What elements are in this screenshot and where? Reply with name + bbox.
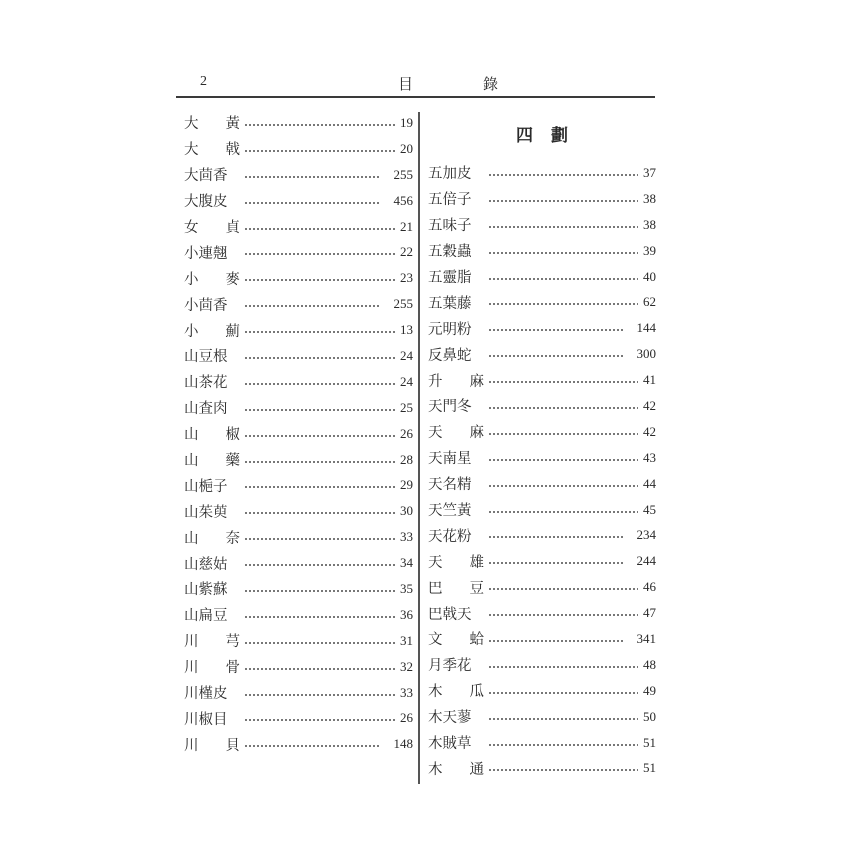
dot-leader xyxy=(488,485,638,487)
dot-leader xyxy=(244,564,395,566)
dot-leader xyxy=(244,461,395,463)
entry-name-part: 麻 xyxy=(469,425,484,442)
entry-page-number: 36 xyxy=(400,606,413,622)
toc-entry xyxy=(184,602,413,628)
toc-entry xyxy=(184,265,413,291)
dot-leader xyxy=(488,433,638,435)
entry-name-part: 五靈脂 xyxy=(428,270,472,286)
toc-entry xyxy=(184,705,413,731)
entry-page-number: 148 xyxy=(393,736,413,752)
entry-name-part: 小連翹 xyxy=(184,245,228,262)
entry-name xyxy=(184,656,240,677)
entry-name-part: 山 xyxy=(184,530,199,547)
dot-leader xyxy=(244,383,395,385)
entry-name-part: 大 xyxy=(184,116,199,133)
entry-name-part: 五穀蟲 xyxy=(428,244,472,261)
toc-entry xyxy=(428,367,656,393)
entry-name xyxy=(428,525,484,546)
dot-leader xyxy=(244,668,395,670)
entry-name xyxy=(184,475,240,496)
dot-leader xyxy=(244,124,395,126)
entry-name-part: 川槿皮 xyxy=(184,686,228,703)
dot-leader xyxy=(244,590,395,592)
entry-name xyxy=(184,604,240,625)
toc-entry xyxy=(184,472,413,498)
entry-name-part: 月季花 xyxy=(428,658,472,675)
entry-name xyxy=(184,242,240,263)
entry-name-part: 大茴香 xyxy=(184,168,228,185)
entry-name-part: 麥 xyxy=(225,271,240,288)
toc-entry xyxy=(184,110,413,136)
entry-page-number: 47 xyxy=(643,605,656,621)
entry-name-part: 小茴香 xyxy=(184,297,228,314)
entry-name-part: 芎 xyxy=(225,634,240,651)
toc-entry xyxy=(184,680,413,706)
entry-name xyxy=(428,318,484,339)
entry-page-number: 43 xyxy=(643,449,656,465)
dot-leader xyxy=(244,305,380,307)
entry-name xyxy=(184,216,240,237)
entry-page-number: 33 xyxy=(400,684,413,700)
entry-name-part: 五加皮 xyxy=(428,166,472,183)
dot-leader xyxy=(488,744,638,746)
dot-leader xyxy=(244,694,395,696)
entry-name xyxy=(428,370,484,391)
dot-leader xyxy=(244,409,395,411)
entry-name-part: 巴戟天 xyxy=(428,606,472,623)
section-heading: 四劃 xyxy=(516,126,586,146)
entry-name xyxy=(428,758,484,779)
entry-name xyxy=(428,654,484,675)
toc-entry xyxy=(428,186,656,212)
toc-entry xyxy=(184,136,413,162)
toc-entry xyxy=(428,730,656,756)
entry-page-number: 24 xyxy=(400,347,413,363)
entry-name-part: 山茶花 xyxy=(184,375,228,392)
entry-name-part: 五倍子 xyxy=(428,192,472,209)
entry-name-part: 天 xyxy=(428,554,443,571)
dot-leader xyxy=(488,666,638,668)
page-title: 目錄 xyxy=(398,75,569,93)
dot-leader xyxy=(488,407,638,409)
entry-page-number: 35 xyxy=(400,580,413,596)
entry-name xyxy=(428,292,484,313)
entry-name-part: 五葉藤 xyxy=(428,295,472,312)
toc-entry xyxy=(184,550,413,576)
dot-leader xyxy=(488,303,638,305)
entry-name-part: 川 xyxy=(184,660,199,677)
dot-leader xyxy=(244,486,395,488)
dot-leader xyxy=(488,459,638,461)
dot-leader xyxy=(488,640,623,642)
entry-page-number: 24 xyxy=(400,373,413,389)
toc-entry xyxy=(428,393,656,419)
entry-page-number: 26 xyxy=(400,425,413,441)
entry-page-number: 51 xyxy=(643,760,656,776)
entry-name xyxy=(184,268,240,289)
entry-name xyxy=(428,395,484,416)
toc-entry xyxy=(428,522,656,548)
entry-name-part: 山茱萸 xyxy=(184,504,228,521)
entry-name-part: 川 xyxy=(184,737,199,754)
entry-page-number: 62 xyxy=(643,294,656,310)
entry-page-number: 255 xyxy=(393,166,413,182)
entry-page-number: 51 xyxy=(643,734,656,750)
entry-name xyxy=(428,680,484,701)
entry-name xyxy=(184,553,240,574)
entry-page-number: 33 xyxy=(400,529,413,545)
column-divider xyxy=(418,112,420,784)
toc-entry xyxy=(184,731,413,757)
entry-page-number: 42 xyxy=(643,423,656,439)
toc-entry xyxy=(428,574,656,600)
toc-entry xyxy=(428,548,656,574)
entry-page-number: 49 xyxy=(643,682,656,698)
entry-name-part: 大 xyxy=(184,142,199,159)
toc-entry xyxy=(428,315,656,341)
entry-page-number: 341 xyxy=(636,630,656,646)
entry-name-part: 川椒目 xyxy=(184,711,228,728)
entry-name-part: 木天蓼 xyxy=(428,710,472,727)
entry-name xyxy=(184,320,240,341)
entry-page-number: 21 xyxy=(400,218,413,234)
toc-entry xyxy=(428,341,656,367)
dot-leader xyxy=(488,614,638,616)
entry-name-part: 貝 xyxy=(225,737,240,754)
entry-name-part: 元明粉 xyxy=(428,321,472,338)
entry-page-number: 38 xyxy=(643,190,656,206)
entry-name-part: 通 xyxy=(469,761,484,778)
entry-name xyxy=(184,527,240,548)
dot-leader xyxy=(488,174,638,176)
entry-name xyxy=(428,214,484,235)
entry-name xyxy=(428,421,484,442)
toc-entry xyxy=(184,188,413,214)
entry-name xyxy=(184,138,240,159)
entry-page-number: 34 xyxy=(400,555,413,571)
entry-name-part: 貞 xyxy=(225,220,240,236)
entry-page-number: 25 xyxy=(400,399,413,415)
entry-name xyxy=(184,112,240,133)
entry-name-part: 木 xyxy=(428,684,443,701)
entry-name xyxy=(184,682,240,703)
entry-page-number: 22 xyxy=(400,244,413,260)
entry-name-part: 大腹皮 xyxy=(184,194,228,211)
entry-name-part: 天竺黃 xyxy=(428,503,472,520)
entry-name-part: 山 xyxy=(184,427,199,444)
toc-entry xyxy=(184,395,413,421)
entry-name-part: 天名精 xyxy=(428,477,472,494)
entry-page-number: 41 xyxy=(643,372,656,388)
entry-name-part: 女 xyxy=(184,220,199,236)
left-column xyxy=(184,110,413,757)
toc-entry xyxy=(428,160,656,186)
entry-name xyxy=(428,188,484,209)
entry-page-number: 144 xyxy=(636,320,656,336)
dot-leader xyxy=(488,252,638,254)
entry-name xyxy=(428,473,484,494)
dot-leader xyxy=(244,357,395,359)
entry-page-number: 30 xyxy=(400,503,413,519)
toc-entry xyxy=(428,652,656,678)
dot-leader xyxy=(244,253,395,255)
toc-entry xyxy=(184,162,413,188)
dot-leader xyxy=(244,331,395,333)
entry-name-part: 山 xyxy=(184,453,199,470)
toc-entry xyxy=(184,628,413,654)
header-rule xyxy=(176,96,655,98)
entry-name-part: 天南星 xyxy=(428,451,472,468)
dot-leader xyxy=(244,745,380,747)
toc-entry xyxy=(428,755,656,781)
dot-leader xyxy=(244,202,380,204)
entry-name xyxy=(184,708,240,729)
entry-name xyxy=(428,240,484,261)
entry-name xyxy=(184,294,240,315)
entry-name-part: 骨 xyxy=(225,660,240,677)
entry-page-number: 13 xyxy=(400,322,413,338)
entry-name xyxy=(184,630,240,651)
toc-entry xyxy=(184,576,413,602)
toc-entry xyxy=(428,678,656,704)
entry-name-part: 薊 xyxy=(225,323,240,340)
toc-entry xyxy=(428,264,656,290)
entry-name-part: 小 xyxy=(184,271,199,288)
toc-entry xyxy=(184,214,413,240)
toc-entry xyxy=(184,498,413,524)
entry-page-number: 300 xyxy=(636,346,656,362)
entry-name xyxy=(184,190,240,211)
dot-leader xyxy=(488,588,638,590)
entry-name xyxy=(428,603,484,624)
entry-name xyxy=(428,162,484,183)
entry-name-part: 川 xyxy=(184,634,199,651)
entry-page-number: 244 xyxy=(636,553,656,569)
toc-entry xyxy=(184,291,413,317)
toc-entry xyxy=(428,600,656,626)
toc-entry xyxy=(428,238,656,264)
entry-name xyxy=(428,344,484,365)
entry-name-part: 天門冬 xyxy=(428,399,472,416)
entry-page-number: 38 xyxy=(643,216,656,232)
toc-entry xyxy=(184,369,413,395)
entry-page-number: 23 xyxy=(400,270,413,286)
entry-page-number: 37 xyxy=(643,164,656,180)
dot-leader xyxy=(488,511,638,513)
entry-page-number: 456 xyxy=(393,192,413,208)
toc-entry xyxy=(184,317,413,343)
toc-entry xyxy=(428,289,656,315)
entry-page-number: 255 xyxy=(393,296,413,312)
entry-page-number: 45 xyxy=(643,501,656,517)
dot-leader xyxy=(488,536,623,538)
toc-entry xyxy=(428,497,656,523)
entry-name-part: 文 xyxy=(428,632,443,649)
entry-name xyxy=(428,577,484,598)
toc-entry xyxy=(428,704,656,730)
entry-page-number: 40 xyxy=(643,268,656,284)
dot-leader xyxy=(244,150,395,152)
page-number: 2 xyxy=(200,74,207,89)
entry-name xyxy=(184,164,240,185)
entry-name-part: 天花粉 xyxy=(428,528,472,545)
entry-name xyxy=(428,628,484,649)
toc-entry xyxy=(428,445,656,471)
entry-name xyxy=(428,551,484,572)
entry-page-number: 46 xyxy=(643,579,656,595)
entry-page-number: 234 xyxy=(636,527,656,543)
entry-name-part: 巴 xyxy=(428,580,443,597)
entry-page-number: 19 xyxy=(400,114,413,130)
entry-name-part: 木 xyxy=(428,761,443,778)
entry-page-number: 20 xyxy=(400,140,413,156)
dot-leader xyxy=(244,616,395,618)
dot-leader xyxy=(488,355,623,357)
entry-name-part: 山査肉 xyxy=(184,401,228,418)
entry-name xyxy=(184,734,240,755)
entry-name xyxy=(428,266,484,287)
entry-name xyxy=(184,423,240,444)
toc-entry xyxy=(428,419,656,445)
dot-leader xyxy=(244,719,395,721)
dot-leader xyxy=(244,512,395,514)
dot-leader xyxy=(488,718,638,720)
entry-name xyxy=(428,499,484,520)
dot-leader xyxy=(488,329,623,331)
dot-leader xyxy=(244,279,395,281)
dot-leader xyxy=(244,176,380,178)
entry-page-number: 50 xyxy=(643,708,656,724)
entry-name-part: 雄 xyxy=(469,554,484,571)
entry-name-part: 黃 xyxy=(225,116,240,133)
toc-entry xyxy=(184,524,413,550)
entry-page-number: 32 xyxy=(400,658,413,674)
entry-name-part: 山慈姑 xyxy=(184,556,228,573)
entry-name-part: 麻 xyxy=(469,373,484,390)
entry-page-number: 42 xyxy=(643,397,656,413)
entry-name-part: 瓜 xyxy=(469,684,484,701)
entry-name-part: 天 xyxy=(428,425,443,442)
dot-leader xyxy=(488,278,638,280)
toc-entry xyxy=(428,626,656,652)
toc-entry xyxy=(184,447,413,473)
entry-name-part: 奈 xyxy=(225,530,240,547)
entry-page-number: 44 xyxy=(643,475,656,491)
toc-entry xyxy=(184,421,413,447)
dot-leader xyxy=(488,692,638,694)
dot-leader xyxy=(244,435,395,437)
entry-name-part: 山豆根 xyxy=(184,349,228,366)
entry-page-number: 39 xyxy=(643,242,656,258)
entry-name-part: 戟 xyxy=(225,142,240,159)
entry-name-part: 豆 xyxy=(469,580,484,597)
toc-entry xyxy=(184,654,413,680)
dot-leader xyxy=(488,769,638,771)
entry-name xyxy=(184,578,240,599)
entry-name-part: 五味子 xyxy=(428,218,472,235)
entry-name xyxy=(184,397,240,418)
toc-entry xyxy=(184,239,413,265)
toc-entry xyxy=(428,471,656,497)
entry-name xyxy=(184,501,240,522)
dot-leader xyxy=(488,381,638,383)
entry-name xyxy=(184,449,240,470)
dot-leader xyxy=(488,562,623,564)
dot-leader xyxy=(244,228,395,230)
entry-page-number: 28 xyxy=(400,451,413,467)
toc-entry xyxy=(184,343,413,369)
right-column xyxy=(428,110,656,781)
entry-name-part: 升 xyxy=(428,373,443,390)
entry-name xyxy=(184,345,240,366)
entry-name-part: 山梔子 xyxy=(184,478,228,495)
dot-leader xyxy=(488,200,638,202)
dot-leader xyxy=(488,226,638,228)
entry-name-part: 山紫蘇 xyxy=(184,582,228,599)
entry-name-part: 山扁豆 xyxy=(184,608,228,625)
entry-name-part: 藥 xyxy=(225,453,240,470)
entry-name xyxy=(428,706,484,727)
dot-leader xyxy=(244,642,395,644)
page-header xyxy=(176,74,654,96)
entry-name-part: 椒 xyxy=(225,427,240,444)
entry-name xyxy=(428,732,484,753)
entry-page-number: 29 xyxy=(400,477,413,493)
entry-name xyxy=(428,447,484,468)
entry-page-number: 48 xyxy=(643,656,656,672)
toc-entry xyxy=(428,212,656,238)
entry-name xyxy=(184,371,240,392)
entry-page-number: 26 xyxy=(400,710,413,726)
dot-leader xyxy=(244,538,395,540)
entry-page-number: 31 xyxy=(400,632,413,648)
entry-name-part: 木賊草 xyxy=(428,736,472,753)
entry-name-part: 反鼻蛇 xyxy=(428,347,472,364)
entry-name-part: 小 xyxy=(184,323,199,340)
entry-name-part: 蛤 xyxy=(469,632,484,649)
